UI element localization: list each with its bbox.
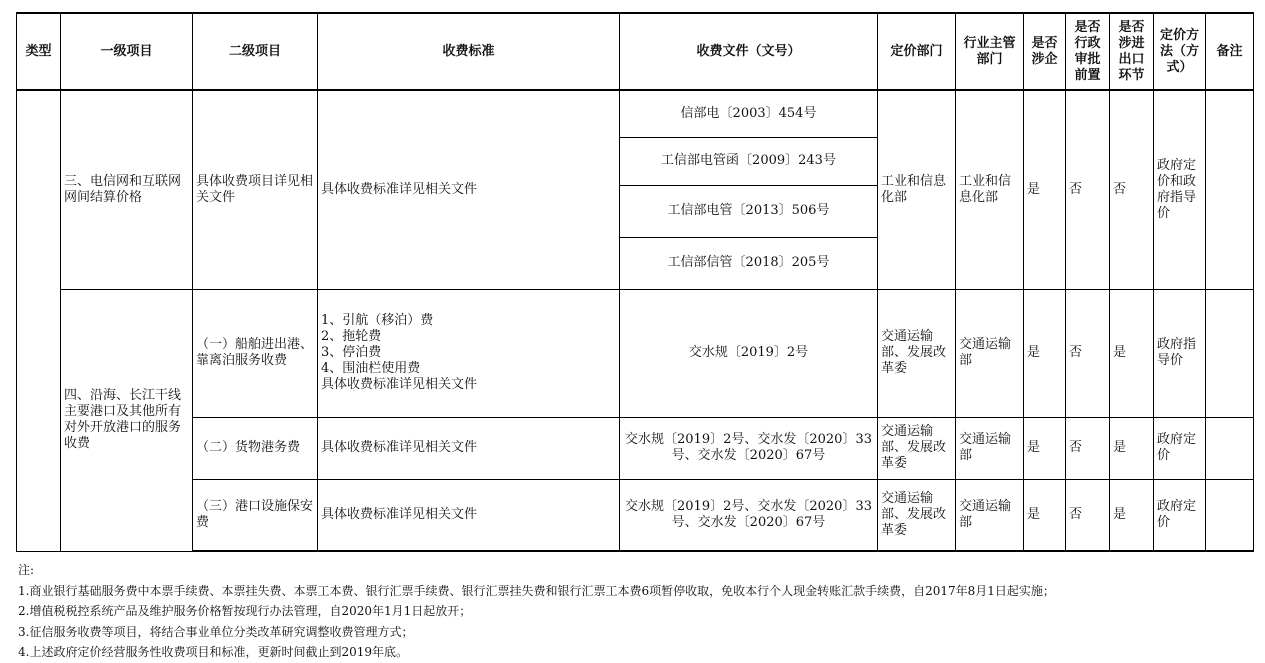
group4-row1-industry-dept: 交通运输部 [956, 289, 1024, 417]
group3-remarks [1206, 90, 1254, 289]
group3-involves-enterprise: 是 [1024, 90, 1066, 289]
group4-row2-document: 交水规〔2019〕2号、交水发〔2020〕33号、交水发〔2020〕67号 [620, 417, 878, 479]
header-standard: 收费标准 [318, 13, 620, 90]
group3-pricing-dept: 工业和信息化部 [878, 90, 956, 289]
header-import-export: 是否涉进出口环节 [1110, 13, 1154, 90]
group4-row1-involves-enterprise: 是 [1024, 289, 1066, 417]
group4-row1-standard [318, 289, 620, 417]
table-row [17, 417, 1254, 479]
notes-title: 注: [18, 563, 35, 577]
group4-row1-level2: （一）船舶进出港、靠离泊服务收费 [193, 289, 318, 417]
group3-standard: 具体收费标准详见相关文件 [318, 90, 620, 289]
header-type: 类型 [17, 13, 61, 90]
group4-row2-industry-dept: 交通运输部 [956, 417, 1024, 479]
group4-row2-level2: （二）货物港务费 [193, 417, 318, 479]
group3-level2: 具体收费项目详见相关文件 [193, 90, 318, 289]
table-row [17, 90, 1254, 137]
group4-row3-industry-dept: 交通运输部 [956, 479, 1024, 551]
notes-section [18, 560, 1258, 663]
group3-admin-approval: 否 [1066, 90, 1110, 289]
header-document: 收费文件（文号） [620, 13, 878, 90]
fee-table [16, 12, 1254, 552]
note-item: 2.增值税税控系统产品及维护服务价格暂按现行办法管理，自2020年1月1日起放开； [18, 604, 472, 618]
fee-item: 1、引航（移泊）费 [321, 313, 434, 328]
group4-row2-import-export: 是 [1110, 417, 1154, 479]
group4-row3-pricing-method: 政府定价 [1154, 479, 1206, 551]
group4-row2-admin-approval: 否 [1066, 417, 1110, 479]
group3-industry-dept: 工业和信息化部 [956, 90, 1024, 289]
header-level2: 二级项目 [193, 13, 318, 90]
group4-row1-remarks [1206, 289, 1254, 417]
header-pricing-dept: 定价部门 [878, 13, 956, 90]
note-item: 4.上述政府定价经营服务性收费项目和标准，更新时间截止到2019年底。 [18, 645, 408, 659]
group3-document-1: 信部电〔2003〕454号 [620, 90, 878, 137]
group4-row3-pricing-dept: 交通运输部、发展改革委 [878, 479, 956, 551]
group3-level1: 三、电信网和互联网网间结算价格 [61, 90, 193, 289]
fee-item: 2、拖轮费 [321, 329, 382, 344]
group4-row3-import-export: 是 [1110, 479, 1154, 551]
group4-row2-pricing-dept: 交通运输部、发展改革委 [878, 417, 956, 479]
group3-document-2: 工信部电管函〔2009〕243号 [620, 137, 878, 185]
group4-row3-involves-enterprise: 是 [1024, 479, 1066, 551]
table-header-row [17, 13, 1254, 90]
header-admin-approval: 是否行政审批前置 [1066, 13, 1110, 90]
group4-row1-admin-approval: 否 [1066, 289, 1110, 417]
group3-import-export: 否 [1110, 90, 1154, 289]
fee-item: 具体收费标准详见相关文件 [321, 377, 478, 392]
fee-item: 3、停泊费 [321, 345, 382, 360]
note-item: 3.征信服务收费等项目，将结合事业单位分类改革研究调整收费管理方式； [18, 624, 414, 639]
group3-document-4: 工信部信管〔2018〕205号 [620, 237, 878, 289]
group4-row2-standard: 具体收费标准详见相关文件 [318, 417, 620, 479]
group3-document-3: 工信部电管〔2013〕506号 [620, 185, 878, 237]
group4-row1-import-export: 是 [1110, 289, 1154, 417]
group4-row3-remarks [1206, 479, 1254, 551]
group4-row3-admin-approval: 否 [1066, 479, 1110, 551]
group4-row1-document: 交水规〔2019〕2号 [620, 289, 878, 417]
group4-level1: 四、沿海、长江干线主要港口及其他所有对外开放港口的服务收费 [61, 289, 193, 551]
group4-row2-involves-enterprise: 是 [1024, 417, 1066, 479]
header-remarks: 备注 [1206, 13, 1254, 90]
group4-row3-level2: （三）港口设施保安费 [193, 479, 318, 551]
type-cell [17, 90, 61, 551]
header-industry-dept: 行业主管部门 [956, 13, 1024, 90]
table-row [17, 479, 1254, 551]
group4-row2-remarks [1206, 417, 1254, 479]
group3-pricing-method: 政府定价和政府指导价 [1154, 90, 1206, 289]
header-level1: 一级项目 [61, 13, 193, 90]
note-item: 1.商业银行基础服务费中本票手续费、本票挂失费、本票工本费、银行汇票手续费、银行汇票挂失费和银行汇票工本费6项暂停收取，免收本行个人现金转账汇款手续费，自2017年8月1日起实施； [18, 583, 1055, 598]
header-involves-enterprise: 是否涉企 [1024, 13, 1066, 90]
group4-row3-document: 交水规〔2019〕2号、交水发〔2020〕33号、交水发〔2020〕67号 [620, 479, 878, 551]
group4-row1-pricing-method: 政府指导价 [1154, 289, 1206, 417]
table-row [17, 289, 1254, 417]
group4-row1-pricing-dept: 交通运输部、发展改革委 [878, 289, 956, 417]
header-pricing-method: 定价方法（方式） [1154, 13, 1206, 90]
group4-row3-standard: 具体收费标准详见相关文件 [318, 479, 620, 551]
fee-item: 4、围油栏使用费 [321, 361, 421, 376]
group4-row2-pricing-method: 政府定价 [1154, 417, 1206, 479]
